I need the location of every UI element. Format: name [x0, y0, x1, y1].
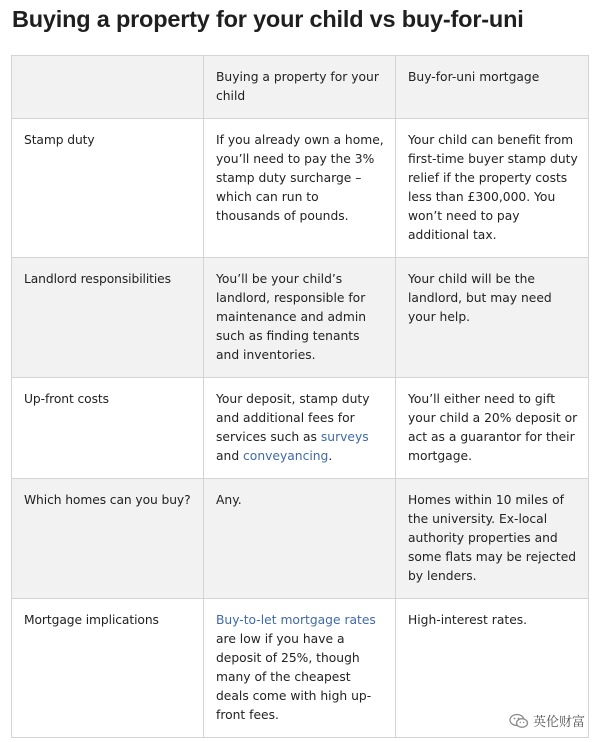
- cell-text: .: [328, 449, 333, 463]
- row-label-which-homes: Which homes can you buy?: [12, 479, 204, 599]
- row-label-stamp-duty: Stamp duty: [12, 119, 204, 258]
- cell-buying-for-child: If you already own a home, you’ll need to pay the 3% stamp duty surcharge – which can run to thousands of pounds.: [204, 119, 396, 258]
- comparison-table: [11, 55, 589, 738]
- table-row: [12, 479, 589, 599]
- cell-buying-for-child: Any.: [204, 479, 396, 599]
- cell-buy-for-uni: High-interest rates.: [396, 599, 589, 738]
- watermark-text: 英伦财富: [532, 715, 585, 730]
- cell-text: are low if you have a deposit of 25%, though many of the cheapest deals come with high up-front fees.: [216, 632, 372, 722]
- header-cell-buy-for-uni: Buy-for-uni mortgage: [396, 56, 589, 119]
- cell-buying-for-child: You’ll be your child’s landlord, responsible for maintenance and admin such as finding tenants and inventories.: [204, 258, 396, 378]
- conveyancing-link[interactable]: conveyancing: [243, 449, 329, 463]
- table-row: [12, 258, 589, 378]
- header-cell-buying-for-child: Buying a property for your child: [204, 56, 396, 119]
- cell-buying-for-child: [204, 599, 396, 738]
- cell-text: Your deposit, stamp duty and additional fees for services such as: [216, 392, 370, 444]
- table-row: [12, 599, 589, 738]
- cell-text: and: [216, 449, 244, 463]
- cell-buying-for-child: [204, 378, 396, 479]
- table-row: [12, 119, 589, 258]
- surveys-link[interactable]: surveys: [320, 430, 369, 444]
- table-header-row: [12, 56, 589, 119]
- row-label-landlord-responsibilities: Landlord responsibilities: [12, 258, 204, 378]
- page-title: Buying a property for your child vs buy-for-uni: [12, 6, 524, 32]
- cell-buy-for-uni: Your child can benefit from first-time buyer stamp duty relief if the property costs less than £300,000. You won’t need to pay additional tax.: [396, 119, 589, 258]
- cell-buy-for-uni: You’ll either need to gift your child a 20% deposit or act as a guarantor for their mortgage.: [396, 378, 589, 479]
- cell-buy-for-uni: Homes within 10 miles of the university. Ex-local authority properties and some flats may be rejected by lenders.: [396, 479, 589, 599]
- row-label-up-front-costs: Up-front costs: [12, 378, 204, 479]
- buy-to-let-rates-link[interactable]: Buy-to-let mortgage rates: [216, 613, 376, 627]
- watermark: [509, 711, 585, 730]
- header-cell-empty: [12, 56, 204, 119]
- row-label-mortgage-implications: Mortgage implications: [12, 599, 204, 738]
- table-row: [12, 378, 589, 479]
- wechat-icon: [509, 713, 529, 729]
- cell-buy-for-uni: Your child will be the landlord, but may need your help.: [396, 258, 589, 378]
